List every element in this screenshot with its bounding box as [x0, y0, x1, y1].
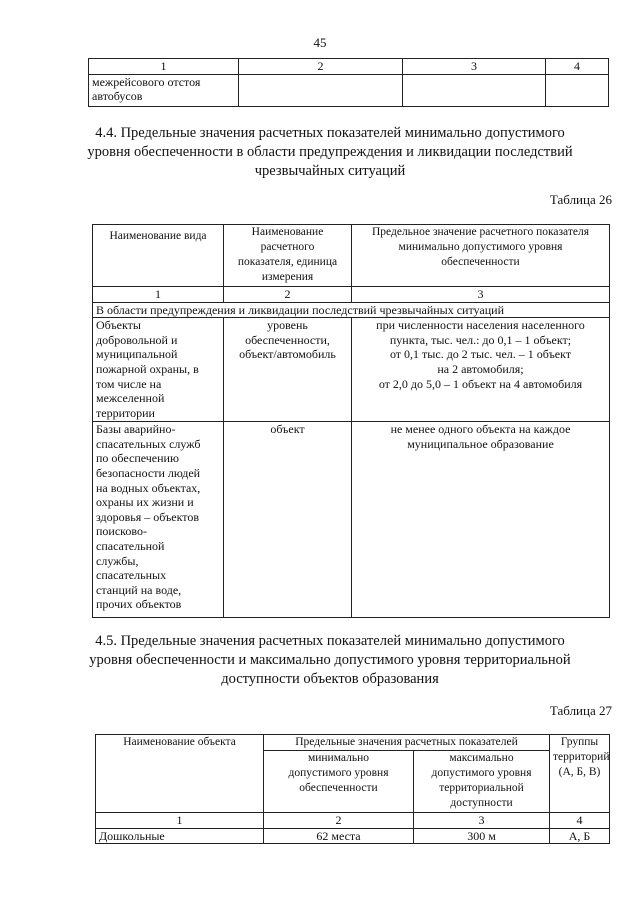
cell-line: поисково-	[96, 524, 147, 539]
cell-line: том числе на	[96, 376, 162, 391]
cell-line: объект/автомобиль	[239, 347, 336, 362]
cell-line: Базы аварийно-	[96, 422, 176, 437]
table-cell	[93, 422, 224, 618]
table-cell: 1	[96, 813, 264, 829]
table-27	[95, 734, 610, 844]
table-cell	[239, 74, 403, 106]
top-table	[88, 58, 609, 107]
header-line: измерения	[261, 271, 314, 283]
table-header-row	[96, 735, 610, 751]
table-number-row	[96, 813, 610, 829]
cell-line: на 2 автомобиля;	[437, 361, 524, 376]
table-cell	[224, 422, 352, 618]
title-line: уровня обеспеченности в области предупреждения и ликвидации последствий	[87, 144, 573, 160]
table-cell: межрейсового отстоя автобусов	[89, 74, 239, 106]
title-line: уровня обеспеченности и максимально допустимого уровня территориальной	[89, 652, 571, 668]
cell-line: безопасности людей	[96, 465, 201, 480]
table-cell: 62 места	[264, 828, 414, 844]
cell-line: станций на воде,	[96, 582, 182, 597]
cell-line: спасательной	[96, 538, 165, 553]
header-col-territory	[550, 735, 610, 813]
table-cell: 3	[414, 813, 550, 829]
cell-line: добровольной и	[96, 332, 178, 347]
cell-line: охраны их жизни и	[96, 495, 194, 510]
title-line: 4.5. Предельные значения расчетных показателей минимально допустимого	[95, 633, 565, 649]
table-label-26: Таблица 26	[549, 192, 612, 207]
header-line: территориальной	[439, 782, 524, 794]
cell-line: территории	[96, 405, 155, 420]
cell-line: спасательных служб	[96, 436, 201, 451]
table-cell	[546, 74, 609, 106]
table-cell: 4	[546, 59, 609, 75]
cell-line: от 0,1 тыс. до 2 тыс. чел. – 1 объект	[389, 347, 572, 362]
cell-line: на водных объектах,	[96, 480, 201, 495]
table-number-row	[93, 287, 610, 303]
table-cell	[352, 318, 610, 422]
header-line: минимально допустимого уровня	[398, 241, 563, 253]
header-col-limit	[352, 225, 610, 287]
header-line: обеспеченности	[441, 256, 520, 268]
table-header-row	[89, 59, 609, 75]
section-title-4-4	[40, 124, 620, 181]
cell-line: пожарной охраны, в	[96, 361, 199, 376]
table-cell: 1	[93, 287, 224, 303]
header-line: минимально	[307, 752, 370, 764]
header-line: показателя, единица	[237, 256, 338, 268]
cell-line: муниципальное образование	[407, 436, 554, 451]
table-cell: 4	[550, 813, 610, 829]
table-cell	[224, 318, 352, 422]
table-header-row	[93, 225, 610, 287]
cell-line: муниципальной	[96, 347, 178, 362]
header-col-object: Наименование объекта	[96, 735, 264, 813]
cell-line: не менее одного объекта на каждое	[390, 422, 571, 437]
table-subheader-row	[93, 302, 610, 318]
table-row	[93, 422, 610, 618]
table-cell	[403, 74, 546, 106]
cell-line: уровень	[267, 318, 308, 333]
header-line: доступности	[450, 797, 513, 809]
cell-line: пункта, тыс. чел.: до 0,1 – 1 объект;	[389, 332, 572, 347]
cell-line: объект	[270, 422, 305, 437]
header-line: допустимого уровня	[431, 767, 532, 779]
table-cell: 300 м	[414, 828, 550, 844]
header-col-name: Наименование вида	[93, 225, 224, 287]
header-line: Группы	[560, 736, 599, 748]
cell-line: прочих объектов	[96, 597, 182, 612]
table-cell: А, Б	[550, 828, 610, 844]
section-title-4-5	[40, 632, 620, 689]
cell-line: службы,	[96, 553, 139, 568]
header-col-min	[264, 751, 414, 813]
cell-line: здоровья – объектов	[96, 509, 200, 524]
table-row	[93, 318, 610, 422]
table-cell	[93, 318, 224, 422]
cell-line: от 2,0 до 5,0 – 1 объект на 4 автомобиля	[378, 376, 583, 391]
table-cell: 2	[239, 59, 403, 75]
header-line: обеспеченности	[299, 782, 378, 794]
cell-line: межселенной	[96, 391, 165, 406]
cell-line: Объекты	[96, 318, 141, 333]
table-cell: 2	[264, 813, 414, 829]
table-26	[92, 224, 610, 618]
table-cell: 2	[224, 287, 352, 303]
header-group: Предельные значения расчетных показателей	[264, 735, 550, 751]
header-line: расчетного	[260, 241, 315, 253]
table-label-27: Таблица 27	[549, 703, 612, 718]
header-col-indicator	[224, 225, 352, 287]
header-line: территорий	[553, 751, 610, 763]
table-row	[96, 828, 610, 844]
table-cell: 1	[89, 59, 239, 75]
table-subheader: В области предупреждения и ликвидации последствий чрезвычайных ситуаций	[93, 302, 610, 318]
header-line: Наименование	[251, 226, 324, 238]
cell-line: при численности населения населенного	[376, 318, 585, 333]
header-col-max	[414, 751, 550, 813]
table-cell: 3	[403, 59, 546, 75]
cell-line: спасательных	[96, 568, 167, 583]
cell-line: обеспеченности,	[245, 332, 330, 347]
title-line: 4.4. Предельные значения расчетных показателей минимально допустимого	[95, 125, 565, 141]
header-line: Предельное значение расчетного показателя	[371, 226, 590, 238]
header-line: (А, Б, В)	[558, 766, 601, 778]
table-cell: Дошкольные	[96, 828, 264, 844]
title-line: чрезвычайных ситуаций	[254, 163, 406, 179]
header-line: допустимого уровня	[288, 767, 389, 779]
title-line: доступности объектов образования	[221, 671, 439, 687]
table-cell	[352, 422, 610, 618]
table-cell: 3	[352, 287, 610, 303]
header-line: максимально	[449, 752, 514, 764]
table-row	[89, 74, 609, 106]
cell-line: по обеспечению	[96, 451, 179, 466]
page-number: 45	[313, 35, 327, 50]
